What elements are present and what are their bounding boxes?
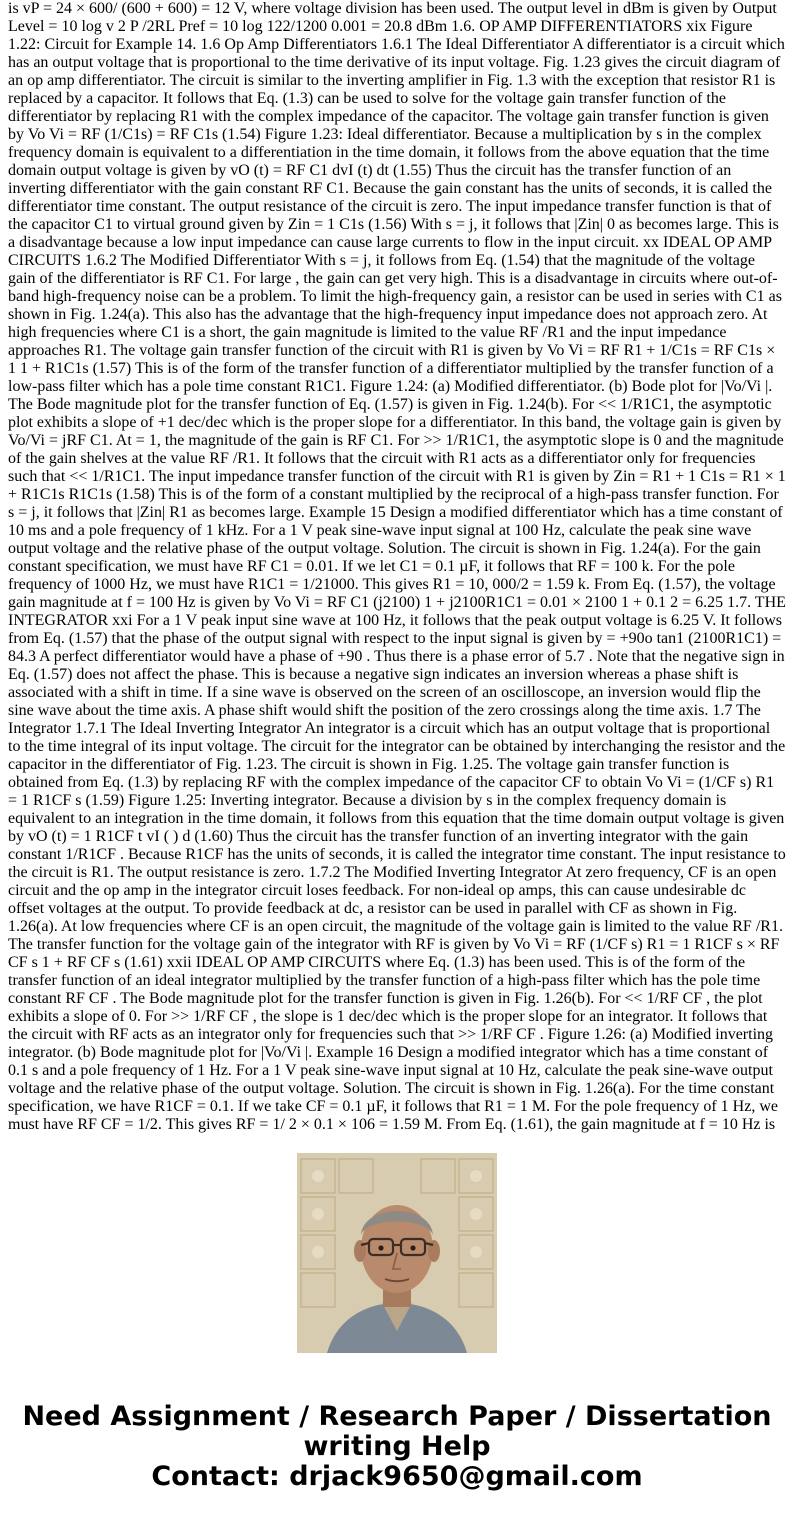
promo-contact-email: Contact: drjack9650@gmail.com bbox=[151, 1461, 643, 1492]
promo-banner bbox=[0, 1402, 794, 1492]
promo-headline-line1: Need Assignment / Research Paper / Dissertation bbox=[22, 1401, 772, 1432]
document-body-text: is vP = 24 × 600/ (600 + 600) = 12 V, where voltage division has been used. The output level in dBm is given by Output Level = 10 log v 2 P /2RL Pref = 10 log 122/1200 0.001 = 20.8 dBm 1.6. OP AMP DIFFERENTIATORS xix Figure 1.22: Circuit for Example 14. 1.6 Op Amp Differentiators 1.6.1 The Ideal Differentiator A differentiator is a circuit which has an output voltage that is proportional to the time derivative of its input voltage. Fig. 1.23 gives the circuit diagram of an op amp differentiator. The circuit is similar to the inverting amplifier in Fig. 1.3 with the exception that resistor R1 is replaced by a capacitor. It follows that Eq. (1.3) can be used to solve for the voltage gain transfer function of the differentiator by replacing R1 with the complex impedance of the capacitor. The voltage gain transfer function is given by Vo Vi = RF (1/C1s) = RF C1s (1.54) Figure 1.23: Ideal differentiator. Because a multiplication by s in the complex frequency domain is equivalent to a differentiation in the time domain, it follows from the above equation that the time domain output voltage is given by vO (t) = RF C1 dvI (t) dt (1.55) Thus the circuit has the transfer function of an inverting differentiator with the gain constant RF C1. Because the gain constant has the units of seconds, it is called the differentiator time constant. The output resistance of the circuit is zero. The input impedance transfer function is that of the capacitor C1 to virtual ground given by Zin = 1 C1s (1.56) With s = j, it follows that |Zin| 0 as becomes large. This is a disadvantage because a low input impedance can cause large currents to flow in the input circuit. xx IDEAL OP AMP CIRCUITS 1.6.2 The Modified Differentiator With s = j, it follows from Eq. (1.54) that the magnitude of the voltage gain of the differentiator is RF C1. For large , the gain can get very high. This is a disadvantage in circuits where out-of-band high-frequency noise can be a problem. To limit the high-frequency gain, a resistor can be used in series with C1 as shown in Fig. 1.24(a). This also has the advantage that the high-frequency input impedance does not approach zero. At high frequencies where C1 is a short, the gain magnitude is limited to the value RF /R1 and the input impedance approaches R1. The voltage gain transfer function of the circuit with R1 is given by Vo Vi = RF R1 + 1/C1s = RF C1s × 1 1 + R1C1s (1.57) This is of the form of the transfer function of a differentiator multiplied by the transfer function of a low-pass filter which has a pole time constant R1C1. Figure 1.24: (a) Modified differentiator. (b) Bode plot for |Vo/Vi |. The Bode magnitude plot for the transfer function of Eq. (1.57) is given in Fig. 1.24(b). For << 1/R1C1, the asymptotic plot exhibits a slope of +1 dec/dec which is the proper slope for a differentiator. In this band, the voltage gain is given by Vo/Vi = jRF C1. At = 1, the magnitude of the gain is RF C1. For >> 1/R1C1, the asymptotic slope is 0 and the magnitude of the gain shelves at the value RF /R1. It follows that the circuit with R1 acts as a differentiator only for frequencies such that << 1/R1C1. The input impedance transfer function of the circuit with R1 is given by Zin = R1 + 1 C1s = R1 × 1 + R1C1s R1C1s (1.58) This is of the form of a constant multiplied by the reciprocal of a high-pass transfer function. For s = j, it follows that |Zin| R1 as becomes large. Example 15 Design a modified differentiator which has a time constant of 10 ms and a pole frequency of 1 kHz. For a 1 V peak sine-wave input signal at 100 Hz, calculate the peak sine wave output voltage and the relative phase of the output voltage. Solution. The circuit is shown in Fig. 1.24(a). For the gain constant specification, we must have RF C1 = 0.01. If we let C1 = 0.1 µF, it follows that RF = 100 k. For the pole frequency of 1000 Hz, we must have R1C1 = 1/21000. This gives R1 = 10, 000/2 = 1.59 k. From Eq. (1.57), the voltage gain magnitude at f = 100 Hz is given by Vo Vi = RF C1 (j2100) 1 + j2100R1C1 = 0.01 × 2100 1 + 0.1 2 = 6.25 1.7. THE INTEGRATOR xxi For a 1 V peak input sine wave at 100 Hz, it follows that the peak output voltage is 6.25 V. It follows from Eq. (1.57) that the phase of the output signal with respect to the input signal is given by = +90o tan1 (2100R1C1) = 84.3 A perfect differentiator would have a phase of +90 . Thus there is a phase error of 5.7 . Note that the negative sign in Eq. (1.57) does not affect the phase. This is because a negative sign indicates an inversion whereas a phase shift is associated with a shift in time. If a sine wave is observed on the screen of an oscilloscope, an inversion would flip the sine wave about the time axis. A phase shift would shift the position of the zero crossings along the time axis. 1.7 The Integrator 1.7.1 The Ideal Inverting Integrator An integrator is a circuit which has an output voltage that is proportional to the time integral of its input voltage. The circuit for the integrator can be obtained by interchanging the resistor and the capacitor in the differentiator of Fig. 1.23. The circuit is shown in Fig. 1.25. The voltage gain transfer function is obtained from Eq. (1.3) by replacing RF with the complex impedance of the capacitor CF to obtain Vo Vi = (1/CF s) R1 = 1 R1CF s (1.59) Figure 1.25: Inverting integrator. Because a division by s in the complex frequency domain is equivalent to an integration in the time domain, it follows from this equation that the time domain output voltage is given by vO (t) = 1 R1CF t vI ( ) d (1.60) Thus the circuit has the transfer function of an inverting integrator with the gain constant 1/R1CF . Because R1CF has the units of seconds, it is called the integrator time constant. The input resistance to the circuit is R1. The output resistance is zero. 1.7.2 The Modified Inverting Integrator At zero frequency, CF is an open circuit and the op amp in the integrator circuit loses feedback. For non-ideal op amps, this can cause undesirable dc offset voltages at the output. To provide feedback at dc, a resistor can be used in parallel with CF as shown in Fig. 1.26(a). At low frequencies where CF is an open circuit, the magnitude of the voltage gain is limited to the value RF /R1. The transfer function for the voltage gain of the integrator with RF is given by Vo Vi = RF (1/CF s) R1 = 1 R1CF s × RF CF s 1 + RF CF s (1.61) xxii IDEAL OP AMP CIRCUITS where Eq. (1.3) has been used. This is of the form of the transfer function of an ideal integrator multiplied by the transfer function of a high-pass filter which has the pole time constant RF CF . The Bode magnitude plot for the transfer function is given in Fig. 1.26(b). For << 1/RF CF , the plot exhibits a slope of 0. For >> 1/RF CF , the slope is 1 dec/dec which is the proper slope for an integrator. It follows that the circuit with RF acts as an integrator only for frequencies such that >> 1/RF CF . Figure 1.26: (a) Modified inverting integrator. (b) Bode magnitude plot for |Vo/Vi |. Example 16 Design a modified integrator which has a time constant of 0.1 s and a pole frequency of 1 Hz. For a 1 V peak sine-wave input signal at 10 Hz, calculate the peak sine-wave output voltage and the relative phase of the output voltage. Solution. The circuit is shown in Fig. 1.26(a). For the time constant specification, we have R1CF = 0.1. If we take CF = 0.1 µF, it follows that R1 = 1 M. For the pole frequency of 1 Hz, we must have RF CF = 1/2. This gives RF = 1/ 2 × 0.1 × 106 = 1.59 M. From Eq. (1.61), the gain magnitude at f = 10 Hz is bbox=[8, 0, 786, 1133]
promo-headline-line2: writing Help bbox=[303, 1431, 491, 1462]
author-avatar bbox=[297, 1153, 497, 1353]
